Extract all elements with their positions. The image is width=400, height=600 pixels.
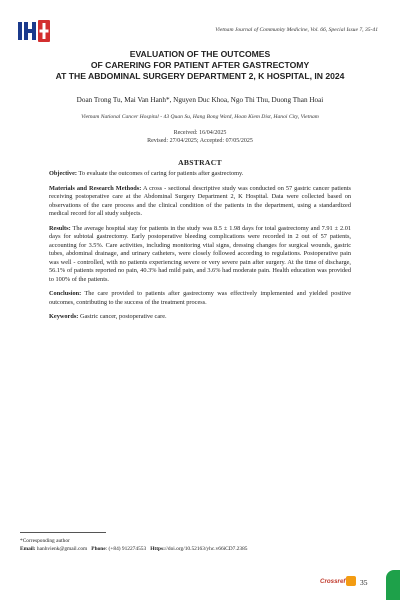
article-title [20,49,380,83]
crossref-badge[interactable] [320,575,356,587]
email-link[interactable]: hanhvienk@gmail.com [35,546,88,552]
page-edge-tab [386,570,400,600]
title-line: OF CARERING FOR PATIENT AFTER GASTRECTOMY [90,60,310,71]
footnote-divider [20,532,106,533]
journal-citation: Vietnam Journal of Community Medicine, Vol. 66, Special Issue 7, 35-41 [215,27,378,33]
phone-label: Phone [91,546,106,552]
objective-paragraph [49,170,351,179]
abstract-heading: ABSTRACT [178,158,222,167]
keywords-paragraph [49,313,351,322]
title-line: AT THE ABDOMINAL SURGERY DEPARTMENT 2, K HOSPITAL, IN 2024 [55,71,345,82]
crossref-label: Crossref [320,577,346,585]
crossref-icon [346,576,356,586]
conclusion-label: Conclusion: [49,290,82,297]
results-label: Results: [49,224,71,232]
footnote [20,537,247,553]
article-dates [10,129,390,146]
methods-paragraph [49,185,351,219]
email-label: Email: [20,546,36,552]
contact-line [20,545,247,553]
author-list: Doan Trong Tu, Mai Van Hanh*, Nguyen Duc Khoa, Ngo Thi Thu, Duong Than Hoai [76,96,324,104]
corresponding-author-note: *Corresponding author [20,538,70,544]
methods-label: Materials and Research Methods: [49,184,142,192]
methods-text: A cross - sectional descriptive study was conducted on 57 gastric cancer patients receiving postoperative care at the Abdominal Surgery Department 2, K Hospital. Data were collected based on observations of the care process and the clinical condition of the patients in the department, using a standardized medical record for all study subjects. [49,184,351,217]
title-line: EVALUATION OF THE OUTCOMES [129,49,271,59]
phone-number: : (+84) 912274553 [105,546,147,552]
results-paragraph [49,225,351,285]
results-text: The average hospital stay for patients in the study was 8.5 ± 1.98 days for total gastrectomy and 7.91 ± 2.01 days for subtotal gastrectomy. Early postoperative bleeding complications were recorded in 2 out of 57 patients, accounting for 3.5%. Care activities, including monitoring vital signs, dressing changes for surgical wounds, gastric tubes, abdominal drainage, and urinary catheters, were closely followed according to regulations. Postoperative pain was well - controlled, with no patients experiencing severe or very severe pain after surgery. At the time of discharge, 56.1% of patients reported no pain, 40.3% had mild pain, and 3.6% had moderate pain. Health education was provided to 100% of the patients. [49,224,351,283]
objective-text: To evaluate the outcomes of caring for patients after gastrectomy. [76,170,244,177]
abstract-body [49,170,351,328]
affiliation: Vietnam National Cancer Hospital - 43 Quan Su, Hang Bong Ward, Hoan Kiem Dist, Hanoi City, Vietnam [81,114,319,120]
doi-link[interactable]: //doi.org/10.52163/yhc.v66iCD7.2385 [164,546,248,552]
received-date: Received: 16/04/2025 [173,130,227,136]
conclusion-text: The care provided to patients after gastrectomy was effectively implemented and yielded positive outcomes, contributing to the success of the treatment process. [49,290,351,306]
keywords-label: Keywords: [49,313,79,320]
keywords-text: Gastric cancer, postoperative care. [78,313,167,320]
objective-label: Objective: [49,170,77,177]
conclusion-paragraph [49,290,351,307]
revised-accepted-date: Revised: 27/04/2025; Accepted: 07/05/2025 [147,138,253,145]
journal-logo-icon [18,20,50,42]
page-number: 35 [360,578,368,587]
https-label: Https: [150,546,165,552]
